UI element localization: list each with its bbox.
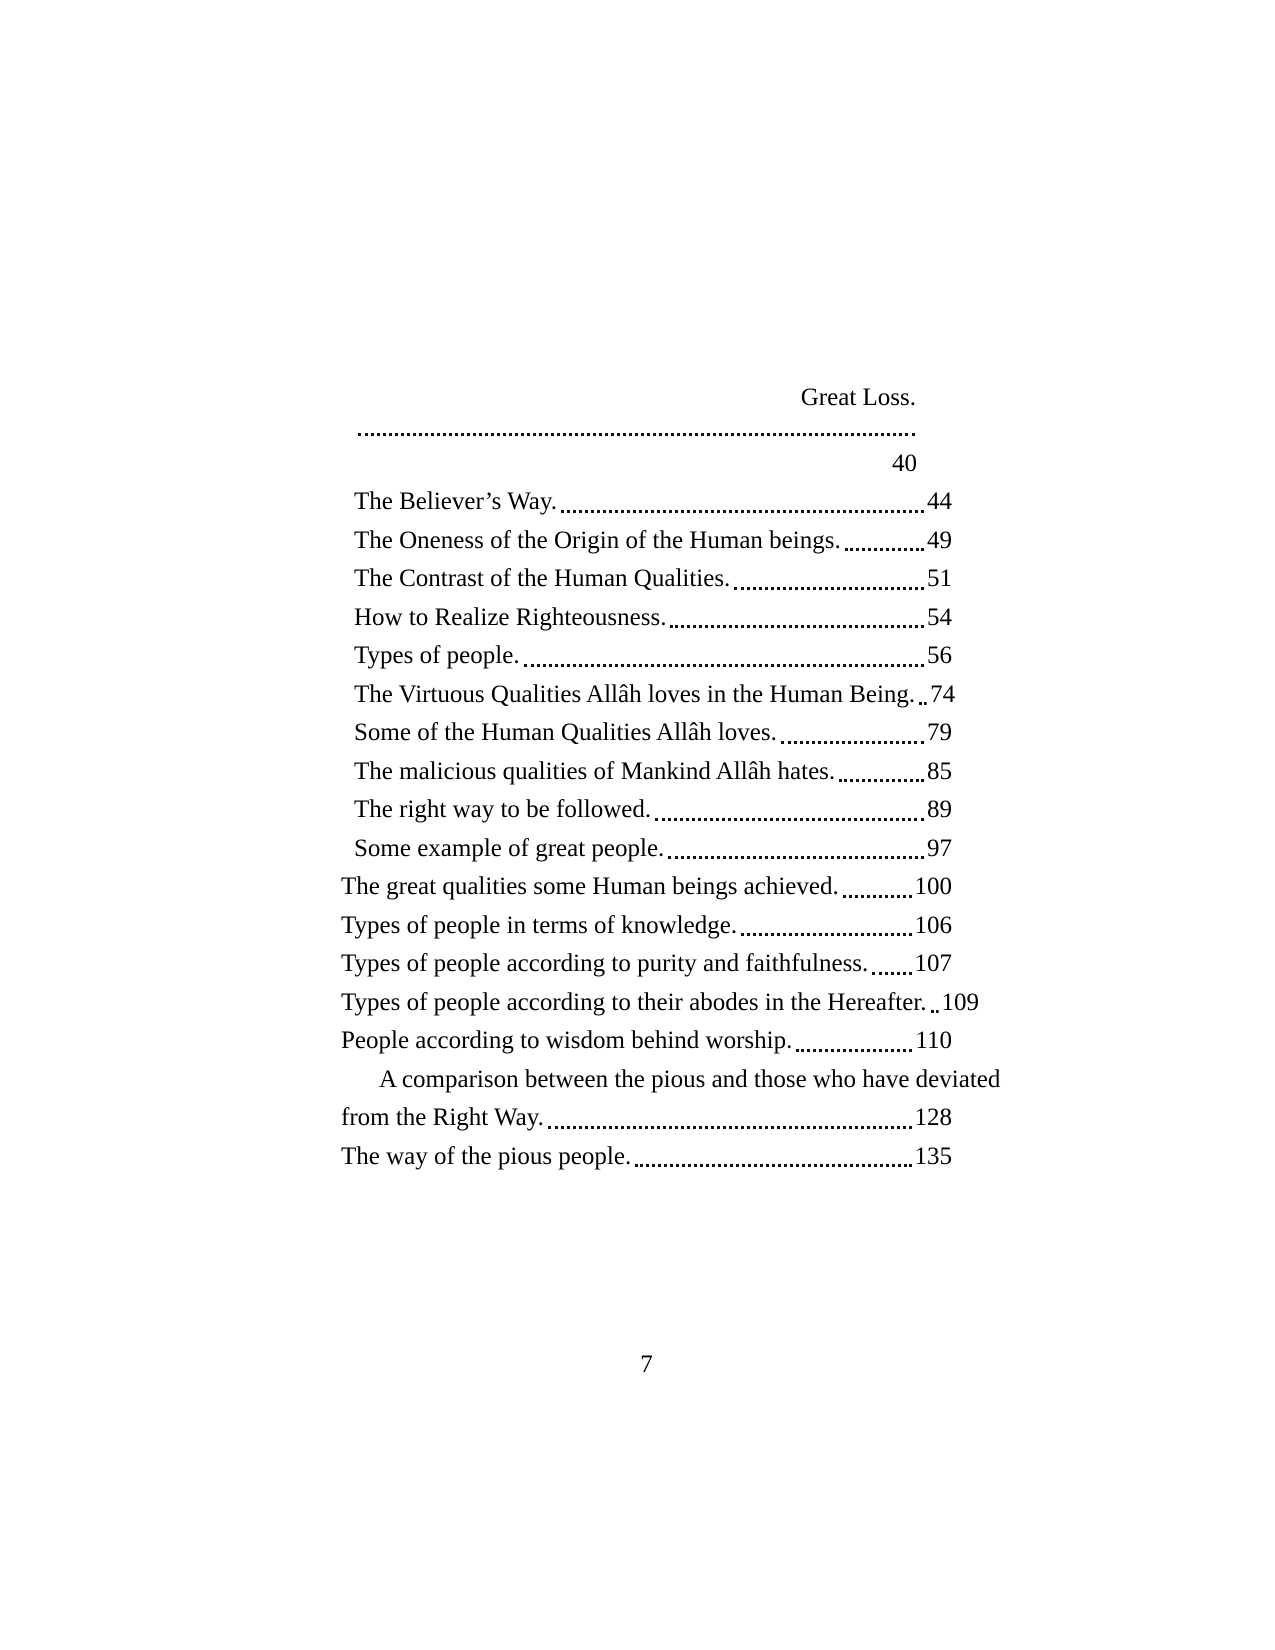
toc-entry-title: The great qualities some Human beings achieved.	[341, 873, 839, 900]
toc-entry-title: The Contrast of the Human Qualities.	[354, 565, 731, 592]
toc-entry-page: 110	[915, 1027, 952, 1054]
dot-leader	[635, 1138, 911, 1168]
toc-entry-page: 79	[927, 719, 952, 746]
toc-entry-line	[341, 753, 952, 792]
toc-entry-title: A comparison between the pious and those who have deviated	[379, 1065, 1001, 1093]
toc-entry-page: 97	[927, 834, 952, 862]
toc-entry-line	[341, 945, 952, 984]
toc-entry-title: Some of the Human Qualities Allâh loves.	[354, 719, 777, 746]
toc-entry-line	[341, 868, 952, 907]
toc-entry-page: 51	[927, 565, 952, 592]
dot-leader	[561, 483, 924, 513]
running-header-title: Great Loss.	[800, 384, 916, 411]
toc-entry-title: The way of the pious people.	[341, 1142, 632, 1170]
toc-entry-page: 49	[927, 526, 952, 554]
toc-entry-line	[341, 1022, 952, 1061]
toc-entry-title: The Virtuous Qualities Allâh loves in the Human Being.	[354, 680, 916, 708]
toc-entry-line	[341, 1099, 952, 1138]
toc-entry-title: Types of people according to their abodes in the Hereafter.	[341, 988, 927, 1016]
toc-entry-title: The right way to be followed.	[354, 796, 652, 823]
dot-leader	[655, 791, 924, 821]
toc-entry-line	[341, 1061, 1001, 1100]
dot-leader	[524, 637, 924, 667]
dot-leader	[358, 406, 915, 436]
toc-entry-title: Some example of great people.	[354, 834, 665, 862]
toc-entry-line	[341, 599, 952, 638]
dot-leader	[548, 1099, 912, 1129]
toc-entry-page: 109	[941, 988, 980, 1016]
toc-entry-page: 85	[927, 757, 952, 785]
toc-entry-page: 107	[914, 950, 952, 977]
dot-leader	[872, 945, 911, 975]
dot-leader	[843, 868, 912, 898]
toc-entry-page: 89	[927, 796, 952, 823]
toc-entry-line	[341, 522, 952, 561]
dot-leader	[670, 599, 924, 629]
toc-entry-line	[341, 984, 980, 1023]
toc-entry-page: 100	[914, 873, 952, 900]
dot-leader	[734, 560, 924, 590]
toc-entry-title: The Believer’s Way.	[354, 488, 558, 515]
table-of-contents	[341, 406, 1001, 1176]
toc-entry-title: Types of people.	[354, 642, 520, 669]
toc-entry-line	[341, 1138, 952, 1177]
toc-entry-page: 135	[914, 1142, 952, 1170]
toc-entry-line	[341, 560, 952, 599]
dot-leader	[919, 676, 927, 706]
toc-entry-line	[341, 830, 952, 869]
toc-entry-page: 54	[927, 603, 952, 631]
dot-leader	[741, 907, 911, 937]
toc-entry-page: 128	[914, 1104, 952, 1131]
toc-entry-title: How to Realize Righteousness.	[354, 603, 667, 631]
toc-entry-page: 56	[927, 642, 952, 669]
toc-entry-line	[341, 791, 952, 830]
toc-entry-title: The malicious qualities of Mankind Allâh hates.	[354, 757, 836, 785]
toc-entry-list	[341, 483, 1001, 1176]
toc-entry-title: The Oneness of the Origin of the Human beings.	[354, 526, 841, 554]
toc-entry-title: People according to wisdom behind worship.	[341, 1027, 793, 1054]
toc-entry-line	[341, 637, 952, 676]
toc-entry-title: from the Right Way.	[341, 1104, 544, 1131]
dot-leader	[781, 714, 924, 744]
dot-leader	[839, 753, 924, 783]
toc-overflow-page-line	[341, 445, 952, 484]
toc-entry-line	[341, 676, 956, 715]
dot-leader	[845, 522, 924, 552]
dot-leader	[931, 984, 939, 1014]
toc-entry-page: 44	[927, 488, 952, 515]
toc-entry-title: Types of people according to purity and faithfulness.	[341, 950, 869, 977]
toc-entry-line	[341, 907, 952, 946]
toc-overflow-leader-line	[341, 406, 952, 445]
toc-entry-page: 74	[930, 680, 956, 708]
dot-leader	[668, 830, 924, 860]
dot-leader	[796, 1022, 912, 1052]
toc-entry-page: 40	[892, 449, 917, 477]
toc-entry-page: 106	[914, 911, 952, 939]
toc-entry-title: Types of people in terms of knowledge.	[341, 911, 738, 939]
toc-entry-line	[341, 483, 952, 522]
page-number: 7	[640, 1351, 653, 1378]
toc-entry-line	[341, 714, 952, 753]
